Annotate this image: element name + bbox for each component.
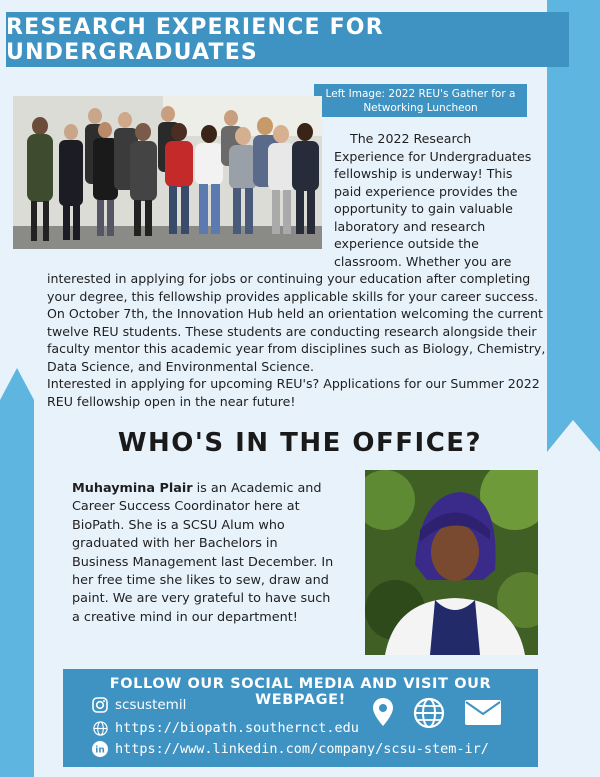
article-body bbox=[47, 270, 551, 410]
website-link[interactable] bbox=[91, 719, 359, 737]
page-title: RESEARCH EXPERIENCE FOR UNDERGRADUATES bbox=[6, 12, 569, 67]
globe-large-icon[interactable] bbox=[413, 697, 445, 733]
linkedin-url: https://www.linkedin.com/company/scsu-stem-ir/ bbox=[115, 741, 489, 757]
linkedin-icon bbox=[91, 740, 109, 758]
staff-bio: is an Academic and Career Success Coordinator here at BioPath. She is a SCSU Alum who graduated with her Bachelors in Business Management last December. In her free time she likes to sew, draw and paint. We are very grateful to have such a creative mind in our department! bbox=[72, 481, 334, 625]
instagram-icon bbox=[91, 696, 109, 714]
website-url: https://biopath.southernct.edu bbox=[115, 720, 359, 736]
decorative-ribbon-left-tip bbox=[0, 368, 34, 400]
staff-name: Muhaymina Plair bbox=[72, 481, 193, 496]
photo-caption: Left Image: 2022 REU's Gather for a Networking Luncheon bbox=[314, 84, 527, 117]
globe-icon bbox=[91, 719, 109, 737]
article-continuation: interested in applying for jobs or continuing your education after completing your degree, this fellowship provides applicable skills for your career success. On October 7th, the Innovation Hub held an orientation welcoming the current twelve REU students. These students are conducting research alongside their faculty mentor this academic year from disciplines such as Biology, Chemistry, Data Science, and Environmental Science. bbox=[47, 271, 546, 374]
article-intro: The 2022 Research Experience for Undergraduates fellowship is underway! This paid experience provides the opportunity to gain valuable laboratory and research experience outside the classroom. Whether you are bbox=[334, 131, 532, 269]
staff-portrait-photo bbox=[365, 470, 538, 655]
group-photo bbox=[13, 96, 322, 249]
instagram-handle: scsustemil bbox=[115, 697, 187, 713]
location-pin-icon[interactable] bbox=[372, 697, 394, 731]
social-heading: FOLLOW OUR SOCIAL MEDIA AND VISIT OUR WEBPAGE! bbox=[109, 676, 492, 708]
instagram-link[interactable] bbox=[91, 696, 186, 714]
linkedin-link[interactable] bbox=[91, 740, 489, 758]
office-heading: WHO'S IN THE OFFICE? bbox=[117, 428, 483, 458]
staff-profile bbox=[72, 480, 337, 627]
svg-text:in: in bbox=[95, 745, 105, 756]
email-icon[interactable] bbox=[465, 700, 501, 729]
article-call-to-action: Interested in applying for upcoming REU's? Applications for our Summer 2022 REU fellowship open in the near future! bbox=[47, 376, 540, 409]
